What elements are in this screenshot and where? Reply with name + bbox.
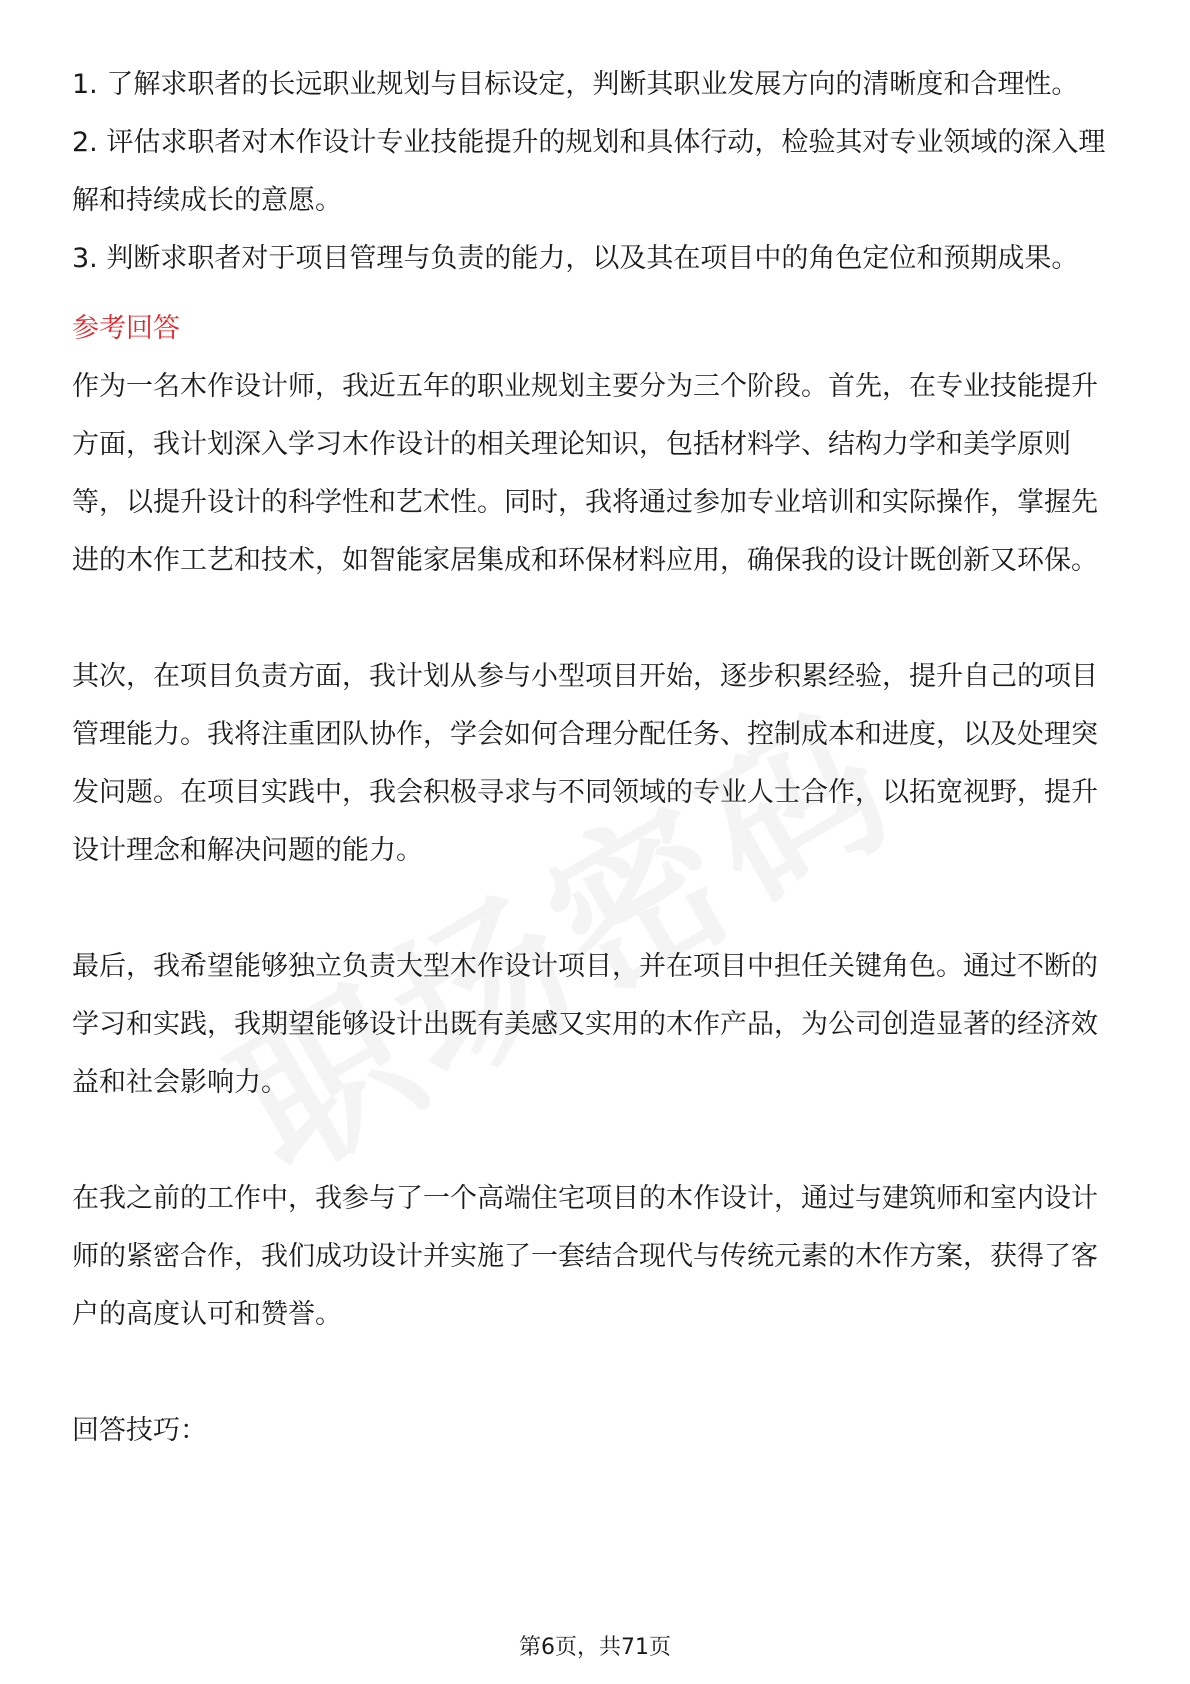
answer-paragraph-1: 作为一名木作设计师，我近五年的职业规划主要分为三个阶段。首先，在专业技能提升方面，我计划深入学习木作设计的相关理论知识，包括材料学、结构力学和美学原则等，以提升设计的科学性和艺术性。同时，我将通过参加专业培训和实际操作，掌握先进的木作工艺和技术，如智能家居集成和环保材料应用，确保我的设计既创新又环保。 [72,371,1098,576]
tips-heading: 回答技巧： [72,1415,207,1446]
purpose-item-2: 2. 评估求职者对木作设计专业技能提升的规划和具体行动，检验其对专业领域的深入理解和持续成长的意愿。 [72,127,1106,216]
purpose-item-1: 1. 了解求职者的长远职业规划与目标设定，判断其职业发展方向的清晰度和合理性。 [72,69,1079,100]
answer-paragraph-4: 在我之前的工作中，我参与了一个高端住宅项目的木作设计，通过与建筑师和室内设计师的紧密合作，我们成功设计并实施了一套结合现代与传统元素的木作方案，获得了客户的高度认可和赞誉。 [72,1183,1098,1330]
purpose-item-3: 3. 判断求职者对于项目管理与负责的能力，以及其在项目中的角色定位和预期成果。 [72,243,1079,274]
page-content [72,56,1120,1460]
answer-paragraph-3: 最后，我希望能够独立负责大型木作设计项目，并在项目中担任关键角色。通过不断的学习和实践，我期望能够设计出既有美感又实用的木作产品，为公司创造显著的经济效益和社会影响力。 [72,951,1098,1098]
answer-paragraph-2: 其次，在项目负责方面，我计划从参与小型项目开始，逐步积累经验，提升自己的项目管理能力。我将注重团队协作，学会如何合理分配任务、控制成本和进度，以及处理突发问题。在项目实践中，我会积极寻求与不同领域的专业人士合作，以拓宽视野，提升设计理念和解决问题的能力。 [72,661,1098,866]
page-number-footer: 第6页，共71页 [519,1635,671,1660]
answer-section-title: 参考回答 [72,313,180,344]
